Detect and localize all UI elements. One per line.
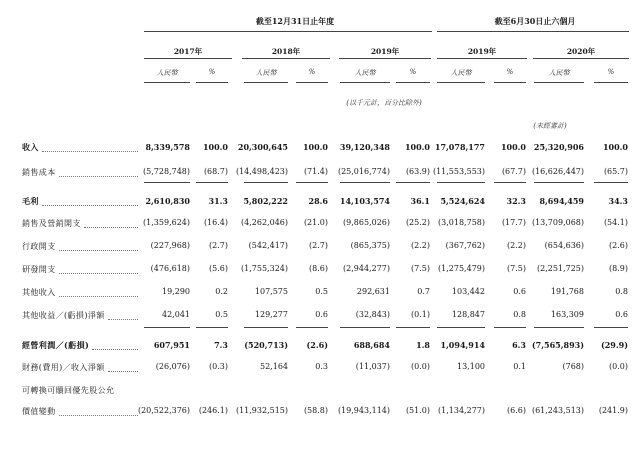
- row-cell: 0.2: [215, 287, 228, 296]
- row-cell: (65.7): [603, 167, 628, 176]
- row-leader: [92, 349, 138, 350]
- row-cell: 0.6: [615, 310, 628, 319]
- rule-2020-h1: [533, 58, 629, 59]
- row-cell: (2.7): [209, 241, 228, 250]
- rule-unit-5: [340, 82, 390, 83]
- row-cell: (542,417): [248, 241, 288, 250]
- row-cell: (54.1): [603, 218, 628, 227]
- row-cell: 13,100: [457, 362, 485, 371]
- row-cell: (11,932,515): [235, 406, 288, 415]
- rule-subtotal-1: [144, 182, 190, 183]
- row-cell: 0.3: [315, 362, 328, 371]
- rule-op-9: [534, 327, 584, 328]
- rule-2019: [339, 58, 431, 59]
- row-cell: 292,631: [356, 287, 390, 296]
- rule-op-6: [396, 327, 430, 328]
- row-leader: [42, 205, 138, 206]
- unit-rmb-2019-h1: 人民幣: [450, 69, 472, 77]
- row-cell: (6.6): [507, 406, 526, 415]
- rule-2017: [144, 58, 232, 59]
- year-2017: 2017年: [173, 47, 203, 56]
- row-cell: (9,865,026): [343, 218, 390, 227]
- rule-op-4: [296, 327, 328, 328]
- row-cell: 0.5: [315, 287, 328, 296]
- row-cell: 28.6: [308, 196, 328, 206]
- row-cell: 7.3: [214, 340, 228, 350]
- rule-unit-1: [144, 82, 190, 83]
- unit-rmb-2019: 人民幣: [354, 69, 376, 77]
- unit-pct-2019: %: [409, 68, 417, 76]
- row-cell: (476,618): [150, 264, 190, 273]
- row-label: 價值變動: [22, 407, 56, 416]
- row-cell: (63.9): [405, 167, 430, 176]
- row-cell: 32.3: [506, 196, 526, 206]
- row-cell: 100.0: [302, 142, 328, 152]
- row-cell: 107,575: [254, 287, 288, 296]
- row-cell: (58.8): [303, 406, 328, 415]
- row-cell: (1,755,324): [241, 264, 288, 273]
- row-cell: 17,078,177: [434, 142, 485, 152]
- row-cell: (16,626,447): [531, 167, 584, 176]
- rule-subtotal-8: [494, 182, 526, 183]
- row-cell: (4,262,046): [241, 218, 288, 227]
- row-cell: (2,251,725): [537, 264, 584, 273]
- row-cell: (32,843): [355, 310, 390, 319]
- rule-subtotal-4: [296, 182, 328, 183]
- row-cell: 0.8: [615, 287, 628, 296]
- rule-unit-8: [494, 82, 526, 83]
- rule-subtotal-6: [396, 182, 430, 183]
- rule-unit-10: [594, 82, 628, 83]
- row-cell: (71.4): [303, 167, 328, 176]
- row-cell: 8,694,459: [539, 196, 584, 206]
- row-cell: 14,103,574: [339, 196, 390, 206]
- row-cell: (8.9): [609, 264, 628, 273]
- row-cell: 39,120,348: [339, 142, 390, 152]
- rule-op-8: [494, 327, 526, 328]
- year-2018: 2018年: [271, 47, 301, 56]
- row-leader: [108, 371, 138, 372]
- row-cell: (61,243,513): [531, 406, 584, 415]
- row-cell: (68.7): [203, 167, 228, 176]
- rule-subtotal-9: [534, 182, 584, 183]
- rule-subtotal-7: [437, 182, 485, 183]
- row-label: 收入: [22, 142, 39, 152]
- rule-op-1: [144, 327, 190, 328]
- row-label: 銷售及營銷開支: [22, 219, 81, 228]
- rule-subtotal-10: [594, 182, 628, 183]
- row-cell: (5.6): [209, 264, 228, 273]
- rule-op-5: [340, 327, 390, 328]
- row-cell: 0.6: [315, 310, 328, 319]
- header-full-year: 截至12月31日止年度: [255, 16, 335, 26]
- row-cell: (29.9): [600, 340, 628, 350]
- rule-op-2: [196, 327, 228, 328]
- row-cell: 8,339,578: [145, 142, 190, 152]
- row-cell: 0.5: [215, 310, 228, 319]
- unit-pct-2018: %: [308, 68, 316, 76]
- row-label: 經營利潤／(虧損): [22, 340, 90, 350]
- row-cell: (21.0): [303, 218, 328, 227]
- row-cell: 20,300,645: [237, 142, 288, 152]
- row-cell: 6.3: [512, 340, 526, 350]
- row-leader: [59, 176, 138, 177]
- row-cell: 52,164: [260, 362, 288, 371]
- unit-rmb-2018: 人民幣: [255, 69, 277, 77]
- row-label: 財務(費用)／收入淨額: [22, 363, 105, 372]
- row-cell: (67.7): [501, 167, 526, 176]
- row-label: 行政開支: [22, 242, 56, 251]
- row-leader: [42, 151, 138, 152]
- row-cell: (19,943,114): [337, 406, 390, 415]
- row-cell: 19,290: [162, 287, 190, 296]
- rule-six-months: [437, 31, 629, 32]
- row-cell: 2,610,830: [145, 196, 190, 206]
- row-cell: (20,522,376): [137, 406, 190, 415]
- row-cell: (11,553,553): [432, 167, 485, 176]
- row-cell: 163,309: [550, 310, 584, 319]
- row-leader: [59, 250, 138, 251]
- row-cell: 129,277: [254, 310, 288, 319]
- row-cell: 100.0: [602, 142, 628, 152]
- rule-unit-9: [534, 82, 584, 83]
- header-six-months: 截至6月30日止六個月: [494, 16, 576, 26]
- unit-rmb-2017: 人民幣: [156, 69, 178, 77]
- rule-2019-h1: [437, 58, 527, 59]
- row-cell: (654,636): [544, 241, 584, 250]
- rule-subtotal-3: [244, 182, 288, 183]
- row-cell: 128,847: [451, 310, 485, 319]
- rule-unit-6: [396, 82, 430, 83]
- row-cell: 34.3: [608, 196, 628, 206]
- row-cell: (241.9): [598, 406, 628, 415]
- row-leader: [108, 319, 138, 320]
- row-cell: 191,768: [550, 287, 584, 296]
- unit-rmb-2020-h1: 人民幣: [548, 69, 570, 77]
- row-cell: 25,320,906: [533, 142, 584, 152]
- unit-pct-2020-h1: %: [607, 68, 615, 76]
- year-2020-h1: 2020年: [566, 47, 596, 56]
- row-cell: (1,134,277): [438, 406, 485, 415]
- row-cell: (1,359,624): [143, 218, 190, 227]
- row-cell: (51.0): [405, 406, 430, 415]
- row-cell: (367,762): [445, 241, 485, 250]
- note-thousands: (以千元計，百分比除外): [346, 99, 422, 107]
- row-cell: 0.7: [417, 287, 430, 296]
- row-cell: (14,498,423): [235, 167, 288, 176]
- row-label: 其他收入: [22, 288, 56, 297]
- row-cell: (0.0): [411, 362, 430, 371]
- row-cell: (3,018,758): [438, 218, 485, 227]
- row-label: 其他收益／(虧損)淨額: [22, 311, 105, 320]
- row-cell: 5,802,222: [243, 196, 288, 206]
- row-cell: (2.2): [507, 241, 526, 250]
- rule-unit-2: [196, 82, 228, 83]
- row-cell: (0.3): [209, 362, 228, 371]
- row-cell: 1,094,914: [440, 340, 485, 350]
- row-cell: 42,041: [162, 310, 190, 319]
- row-cell: (520,713): [244, 340, 288, 350]
- row-cell: (16.4): [203, 218, 228, 227]
- row-cell: (2,944,277): [343, 264, 390, 273]
- row-cell: 688,684: [353, 340, 390, 350]
- rule-2018: [242, 58, 330, 59]
- row-cell: (2.6): [306, 340, 328, 350]
- row-label: 研發開支: [22, 265, 56, 274]
- row-cell: (5,728,748): [143, 167, 190, 176]
- unit-pct-2017: %: [208, 68, 216, 76]
- rule-unit-4: [296, 82, 328, 83]
- row-cell: 5,524,624: [440, 196, 485, 206]
- row-cell: 103,442: [451, 287, 485, 296]
- row-cell: 0.8: [513, 310, 526, 319]
- row-cell: (2.6): [609, 241, 628, 250]
- row-cell: (865,375): [350, 241, 390, 250]
- rule-subtotal-5: [340, 182, 390, 183]
- row-cell: (0.1): [411, 310, 430, 319]
- rule-op-7: [437, 327, 485, 328]
- row-cell: 100.0: [500, 142, 526, 152]
- row-cell: (7,565,893): [531, 340, 584, 350]
- row-cell: (227,968): [150, 241, 190, 250]
- row-leader: [84, 227, 138, 228]
- row-cell: (768): [562, 362, 584, 371]
- rule-op-3: [244, 327, 288, 328]
- unit-pct-2019-h1: %: [506, 68, 514, 76]
- row-cell: (1,275,479): [438, 264, 485, 273]
- row-cell: (2.7): [309, 241, 328, 250]
- row-label: 毛利: [22, 196, 39, 206]
- rule-op-10: [594, 327, 628, 328]
- row-cell: 607,951: [153, 340, 190, 350]
- row-cell: (11,037): [355, 362, 390, 371]
- row-leader: [59, 415, 138, 416]
- row-cell: 100.0: [404, 142, 430, 152]
- row-label: 銷售成本: [22, 168, 56, 177]
- row-cell: 100.0: [202, 142, 228, 152]
- row-cell: (246.1): [198, 406, 228, 415]
- rule-full-year: [144, 31, 432, 32]
- row-cell: 31.3: [208, 196, 228, 206]
- row-cell: 0.6: [513, 287, 526, 296]
- row-leader: [59, 296, 138, 297]
- rule-unit-3: [244, 82, 288, 83]
- year-2019-h1: 2019年: [467, 47, 497, 56]
- row-cell: (17.7): [501, 218, 526, 227]
- note-unaudited: (未經審計): [533, 122, 567, 130]
- row-cell: (25,016,774): [337, 167, 390, 176]
- row-cell: (7.5): [411, 264, 430, 273]
- row-cell: 0.1: [513, 362, 526, 371]
- rule-subtotal-2: [196, 182, 228, 183]
- row-cell: 1.8: [416, 340, 430, 350]
- row-cell: (7.5): [507, 264, 526, 273]
- row-cell: 36.1: [410, 196, 430, 206]
- year-2019: 2019年: [370, 47, 400, 56]
- row-cell: (2.2): [411, 241, 430, 250]
- row-cell: (13,709,068): [531, 218, 584, 227]
- row-cell: (8.6): [309, 264, 328, 273]
- row-cell: (25.2): [405, 218, 430, 227]
- rule-unit-7: [437, 82, 485, 83]
- row-leader: [59, 273, 138, 274]
- row-cell: (26,076): [155, 362, 190, 371]
- row-cell: (0.0): [609, 362, 628, 371]
- row-label: 可轉換可贖回優先股公允: [22, 386, 115, 395]
